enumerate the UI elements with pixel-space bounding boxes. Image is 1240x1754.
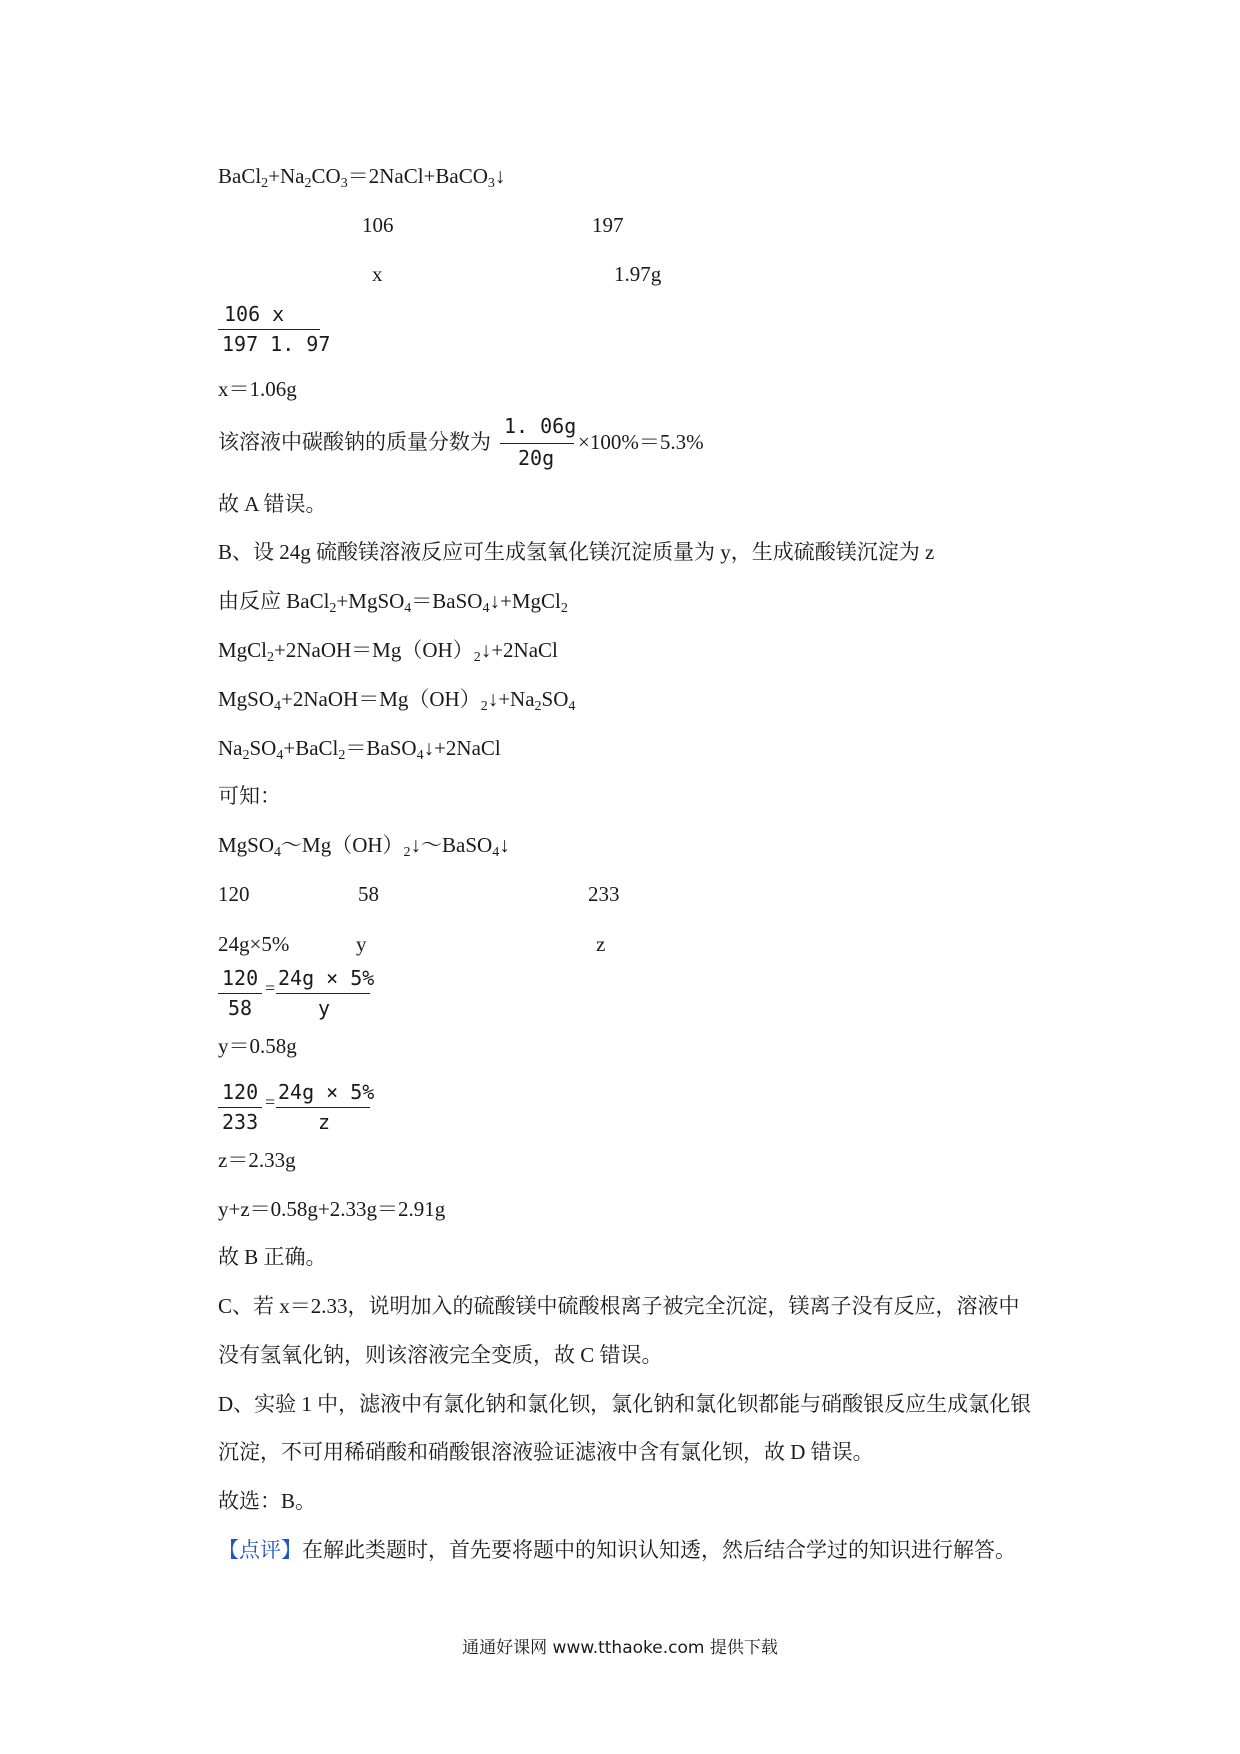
fraction-bar	[500, 443, 574, 444]
fraction-numerator: 120	[222, 966, 259, 990]
fraction-bar	[218, 329, 320, 330]
footer-credit: 通通好课网 www.tthaoke.com 提供下载	[462, 1638, 778, 1658]
fraction-bar	[218, 1107, 262, 1108]
fraction-numerator: 106 x	[224, 302, 285, 326]
equation-baco3: $BaCl_2+Na_2CO_3=2NaCl+BaCO_3↓$	[218, 164, 506, 191]
x-result: x＝1.06g	[218, 377, 297, 401]
mass-106: 106	[362, 213, 394, 237]
mass-233: 233	[588, 882, 620, 906]
comment-text: 在解此类题时，首先要将题中的知识认知透，然后结合学过的知识进行解答。	[302, 1538, 1016, 1562]
equation-mgso4: $MgSO_4+2NaOH=Mg(OH)_2↓+Na_2SO_4$	[218, 687, 576, 714]
c-analysis-line-2: 没有氢氧化钠，则该溶液完全变质，故 C 错误。	[218, 1343, 663, 1367]
mass-197: 197	[592, 213, 624, 237]
var-z: z	[596, 932, 606, 956]
b-intro: B、设 24g 硫酸镁溶液反应可生成氢氧化镁沉淀质量为 y，生成硫酸镁沉淀为 z	[218, 540, 935, 564]
fraction-denominator: 20g	[518, 446, 555, 470]
equals-sign: =	[265, 978, 276, 998]
mass-120: 120	[218, 882, 250, 906]
quantity-24g: 24g×5%	[218, 932, 290, 956]
z-result: z＝2.33g	[218, 1148, 296, 1172]
fraction-denominator: 58	[228, 996, 253, 1020]
ratio-fraction-y-left	[218, 966, 268, 1026]
b-conclusion: 故 B 正确。	[218, 1245, 327, 1269]
comment-line	[218, 1536, 1016, 1564]
fraction-numerator: 24g × 5%	[278, 1080, 375, 1104]
d-analysis-line-2: 沉淀，不可用稀硝酸和硝酸银溶液验证滤液中含有氯化钡，故 D 错误。	[218, 1440, 874, 1464]
kezhi-label: 可知：	[218, 784, 281, 808]
a-conclusion: 故 A 错误。	[218, 492, 327, 516]
ratio-fraction-y-right	[276, 966, 376, 1026]
sum-result: y+z＝0.58g+2.33g＝2.91g	[218, 1197, 446, 1221]
fraction-numerator: 1. 06g	[504, 414, 577, 438]
fraction-denominator: z	[318, 1110, 331, 1134]
fraction-denominator: 233	[222, 1110, 259, 1134]
fraction-denominator: y	[318, 996, 331, 1020]
d-analysis-line-1: D、实验 1 中，滤液中有氯化钠和氯化钡，氯化钠和氯化钡都能与硝酸银反应生成氯化银	[218, 1392, 1032, 1416]
mass-fraction-suffix: ×100%＝5.3%	[578, 430, 704, 454]
fraction-bar	[218, 993, 262, 994]
ratio-fraction-z-right	[276, 1080, 376, 1140]
equals-sign: =	[265, 1092, 276, 1112]
equation-na2so4: $Na_2SO_4+BaCl_2=BaSO_4↓+2NaCl$	[218, 736, 501, 763]
var-y: y	[356, 932, 367, 956]
relation-line: $MgSO_4\sim Mg(OH)_2↓\sim BaSO_4↓$	[218, 833, 510, 860]
fraction-bar	[276, 1107, 370, 1108]
fraction-numerator: 24g × 5%	[278, 966, 375, 990]
fraction-denominator: 197 1. 97	[222, 332, 331, 356]
fraction-bar	[276, 993, 370, 994]
var-x: x	[372, 262, 383, 286]
comment-tag: 【点评】	[218, 1538, 302, 1562]
answer-line: 故选：B。	[218, 1489, 317, 1513]
ratio-fraction-1	[218, 300, 331, 360]
mass-fraction-prefix: 该溶液中碳酸钠的质量分数为	[218, 430, 491, 454]
fraction-numerator: 120	[222, 1080, 259, 1104]
equation-baso4: 由反应 BaCl$_2$+MgSO$_4$＝BaSO$_4$↓+MgCl$_2$	[218, 589, 568, 616]
value-1-97g: 1.97g	[614, 262, 662, 286]
y-result: y＝0.58g	[218, 1034, 297, 1058]
mass-58: 58	[358, 882, 379, 906]
equation-mgcl2: $MgCl_2+2NaOH=Mg(OH)_2↓+2NaCl$	[218, 638, 558, 665]
c-analysis-line-1: C、若 x＝2.33，说明加入的硫酸镁中硫酸根离子被完全沉淀，镁离子没有反应，溶液中	[218, 1294, 1020, 1318]
mass-fraction	[500, 414, 576, 474]
ratio-fraction-z-left	[218, 1080, 268, 1140]
